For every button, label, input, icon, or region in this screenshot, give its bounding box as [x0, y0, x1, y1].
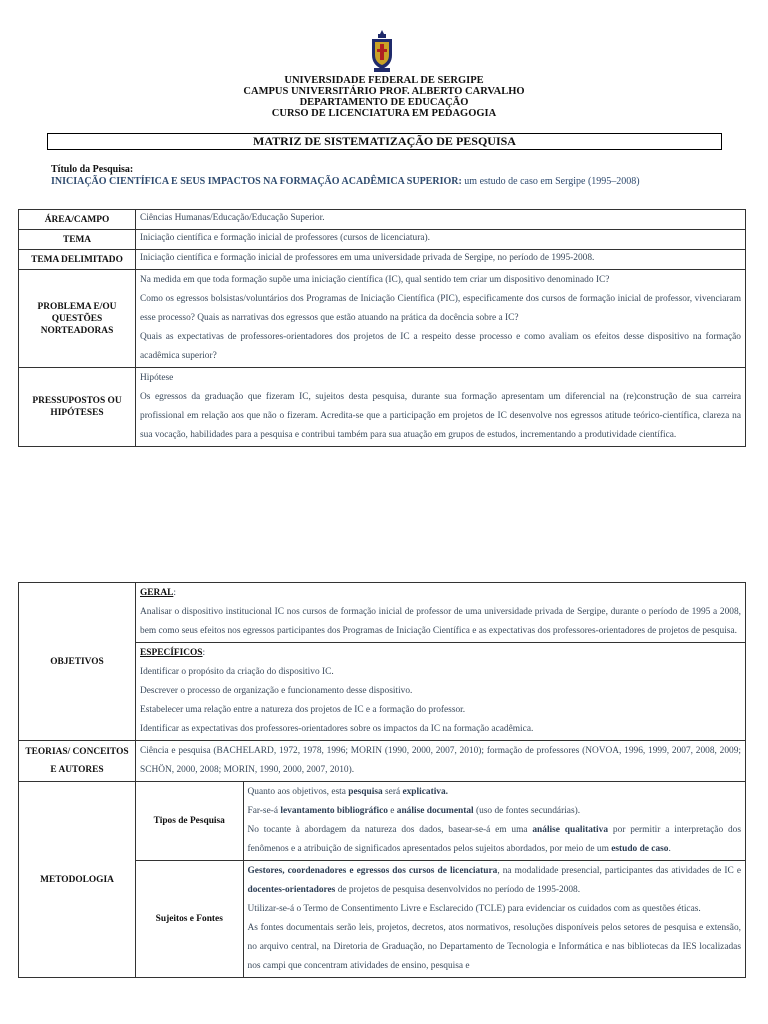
sujeitos-fontes-label: Sujeitos e Fontes — [136, 861, 243, 978]
tipos-p3-text-3: . — [668, 844, 671, 854]
tipos-p2-text-3: (uso de fontes secundárias). — [473, 806, 581, 816]
tipos-p2-text: Far-se-á — [247, 806, 281, 816]
question-2: Como os egressos bolsistas/voluntários dos Programas de Iniciação Científica (PIC), especificamente dos cursos de formação inicial de professor, vivenciaram esse processo? Quais as narrativas dos egressos que estão atuando na prática da docência sobre a IC? — [140, 294, 741, 323]
problema-label: PROBLEMA E/OU QUESTÕES NORTEADORAS — [19, 270, 136, 368]
tipos-p1-bold-1: pesquisa — [348, 787, 383, 797]
tipos-p3-text: No tocante à abordagem da natureza dos dados, basear-se-á em uma — [247, 825, 533, 835]
tipos-p1-bold-2: explicativa. — [402, 787, 449, 797]
sujeitos-p1-text: , na modalidade presencial, participantes das atividades de IC e — [497, 866, 741, 876]
tipos-p3-bold-2: estudo de caso — [611, 844, 669, 854]
row-metodologia — [19, 782, 746, 978]
header-campus: CAMPUS UNIVERSITÁRIO PROF. ALBERTO CARVALHO — [243, 86, 525, 97]
objetivo-geral: GERAL: Analisar o dispositivo institucional IC nos cursos de formação inicial de professor de uma universidade privada de Sergipe, durante o período de 1995 a 2008, bem como seus efeitos nos egressos participantes dos Programas de Iniciação Científica e as expectativas dos professores-orientadores de projetos de pesquisa. — [136, 583, 746, 643]
sujeitos-p1-bold-2: docentes-orientadores — [247, 885, 336, 895]
tipos-p3-bold-1: análise qualitativa — [532, 825, 609, 835]
sujeitos-p2: Utilizar-se-á o Termo de Consentimento Livre e Esclarecido (TCLE) para evidenciar os cuidados com as questões éticas. — [247, 904, 701, 914]
tema-delimitado-value: Iniciação científica e formação inicial de professores em uma universidade privada de Sergipe, no período de 1995-2008. — [136, 250, 746, 270]
row-tipos-pesquisa — [136, 782, 745, 861]
problema-value — [136, 270, 746, 368]
geral-text: Analisar o dispositivo institucional IC nos cursos de formação inicial de professor de uma universidade privada de Sergipe, durante o período de 1995 a 2008, bem como seus efeitos nos egressos participantes dos Programas de Iniciação Científica e as expectativas dos professores-orientadores de projetos de pesquisa. — [140, 607, 741, 636]
sujeitos-p1-bold-1: Gestores, coordenadores e egressos dos cursos de licenciatura — [247, 866, 498, 876]
sujeitos-p1-text-2: de projetos de pesquisa desenvolvidos no período de 1995-2008. — [335, 885, 581, 895]
pressupostos-label: PRESSUPOSTOS OU HIPÓTESES — [19, 368, 136, 447]
objetivos-label: OBJETIVOS — [19, 583, 136, 741]
institution-header — [0, 75, 768, 119]
tipos-p2-text-2: e — [387, 806, 397, 816]
research-title-main: INICIAÇÃO CIENTÍFICA E SEUS IMPACTOS NA FORMAÇÃO ACADÊMICA SUPERIOR: — [51, 176, 462, 187]
tipos-p1-text-2: será — [382, 787, 403, 797]
row-problema — [19, 270, 746, 368]
header-department: DEPARTAMENTO DE EDUCAÇÃO — [299, 97, 469, 108]
row-teorias — [19, 741, 746, 782]
research-title-block — [51, 164, 640, 188]
row-sujeitos-fontes — [136, 861, 745, 978]
research-matrix-table-1 — [18, 209, 746, 447]
research-matrix-table-2 — [18, 582, 746, 978]
pressupostos-value — [136, 368, 746, 447]
hipotese-heading: Hipótese — [140, 373, 174, 383]
metodologia-cell — [136, 782, 746, 978]
especifico-3: Estabelecer uma relação entre a natureza dos projetos de IC e a formação do professor. — [140, 705, 466, 715]
tipos-pesquisa-value — [243, 782, 745, 861]
tema-label: TEMA — [19, 230, 136, 250]
objetivos-especificos: ESPECÍFICOS: Identificar o propósito da criação do dispositivo IC. Descrever o processo de organização e funcionamento desse dispositivo. Estabelecer uma relação entre a natureza dos projetos de IC e a formação do professor. Identificar as expectativas dos professores-orientadores sobre os impactos da IC na formação acadêmica. — [136, 643, 746, 741]
research-title-sub: um estudo de caso em Sergipe (1995–2008) — [461, 176, 640, 187]
university-crest-logo — [369, 29, 395, 73]
question-3: Quais as expectativas de professores-orientadores dos projetos de IC a respeito desse processo e como avaliam os efeitos desse dispositivo na formação acadêmica superior? — [140, 332, 741, 361]
sujeitos-p3: As fontes documentais serão leis, projetos, decretos, atos normativos, resoluções disponíveis pelos setores de pesquisa e extensão, no arquivo central, na Diretoria de Graduação, no Departamento de Tecnologia e Informática e nas bibliotecas da IES localizadas nos campi que concentram atividades de ensino, pesquisa e — [247, 923, 741, 971]
especifico-2: Descrever o processo de organização e funcionamento desse dispositivo. — [140, 686, 413, 696]
row-tema-delimitado — [19, 250, 746, 270]
area-label: ÁREA/CAMPO — [19, 210, 136, 230]
research-title-label: Título da Pesquisa: — [51, 164, 134, 175]
teorias-value: Ciência e pesquisa (BACHELARD, 1972, 1978, 1996; MORIN (1990, 2000, 2007, 2010); formação de professores (NOVOA, 1996, 1999, 2007, 2008, 2009; SCHÖN, 2000, 2008; MORIN, 1990, 2000, 2007, 2010). — [136, 741, 746, 782]
hipotese-text: Os egressos da graduação que fizeram IC, sujeitos desta pesquisa, durante sua formação apresentam um diferencial na (re)construção de sua carreira profissional em relação aos que não o fizeram. Acredita-se que a participação em projetos de IC desenvolve nos egressos atitude teórico-científica, clareza na sua vocação, habilidades para a pesquisa e contribui também para sua atuação em grupos de estudos, incrementando a produtividade científica. — [140, 392, 741, 440]
row-area — [19, 210, 746, 230]
especifico-1: Identificar o propósito da criação do dispositivo IC. — [140, 667, 334, 677]
row-pressupostos — [19, 368, 746, 447]
sujeitos-fontes-value — [243, 861, 745, 978]
tipos-p2-bold-2: análise documental — [396, 806, 474, 816]
header-course: CURSO DE LICENCIATURA EM PEDAGOGIA — [271, 108, 497, 119]
question-1: Na medida em que toda formação supõe uma iniciação científica (IC), qual sentido tem criar um dispositivo denominado IC? — [140, 275, 610, 285]
geral-heading: GERAL — [140, 588, 174, 598]
metodologia-label: METODOLOGIA — [19, 782, 136, 978]
row-tema — [19, 230, 746, 250]
tipos-p1-text: Quanto aos objetivos, esta — [247, 787, 349, 797]
header-university: UNIVERSIDADE FEDERAL DE SERGIPE — [284, 75, 484, 86]
tema-value: Iniciação científica e formação inicial de professores (cursos de licenciatura). — [136, 230, 746, 250]
teorias-label: TEORIAS/ CONCEITOS E AUTORES — [19, 741, 136, 782]
tema-delimitado-label: TEMA DELIMITADO — [19, 250, 136, 270]
especificos-heading: ESPECÍFICOS — [140, 648, 203, 658]
especifico-4: Identificar as expectativas dos professores-orientadores sobre os impactos da IC na formação acadêmica. — [140, 724, 534, 734]
tipos-p2-bold-1: levantamento bibliográfico — [280, 806, 388, 816]
document-title: MATRIZ DE SISTEMATIZAÇÃO DE PESQUISA — [47, 133, 722, 150]
row-objetivos-geral — [19, 583, 746, 643]
tipos-pesquisa-label: Tipos de Pesquisa — [136, 782, 243, 861]
tipos-p3-text-2: por permitir a interpretação dos fenômenos e a atribuição de significados apresentados pelos sujeitos abordados, por meio de um — [247, 825, 742, 854]
metodologia-subtable — [136, 782, 745, 977]
area-value: Ciências Humanas/Educação/Educação Superior. — [136, 210, 746, 230]
